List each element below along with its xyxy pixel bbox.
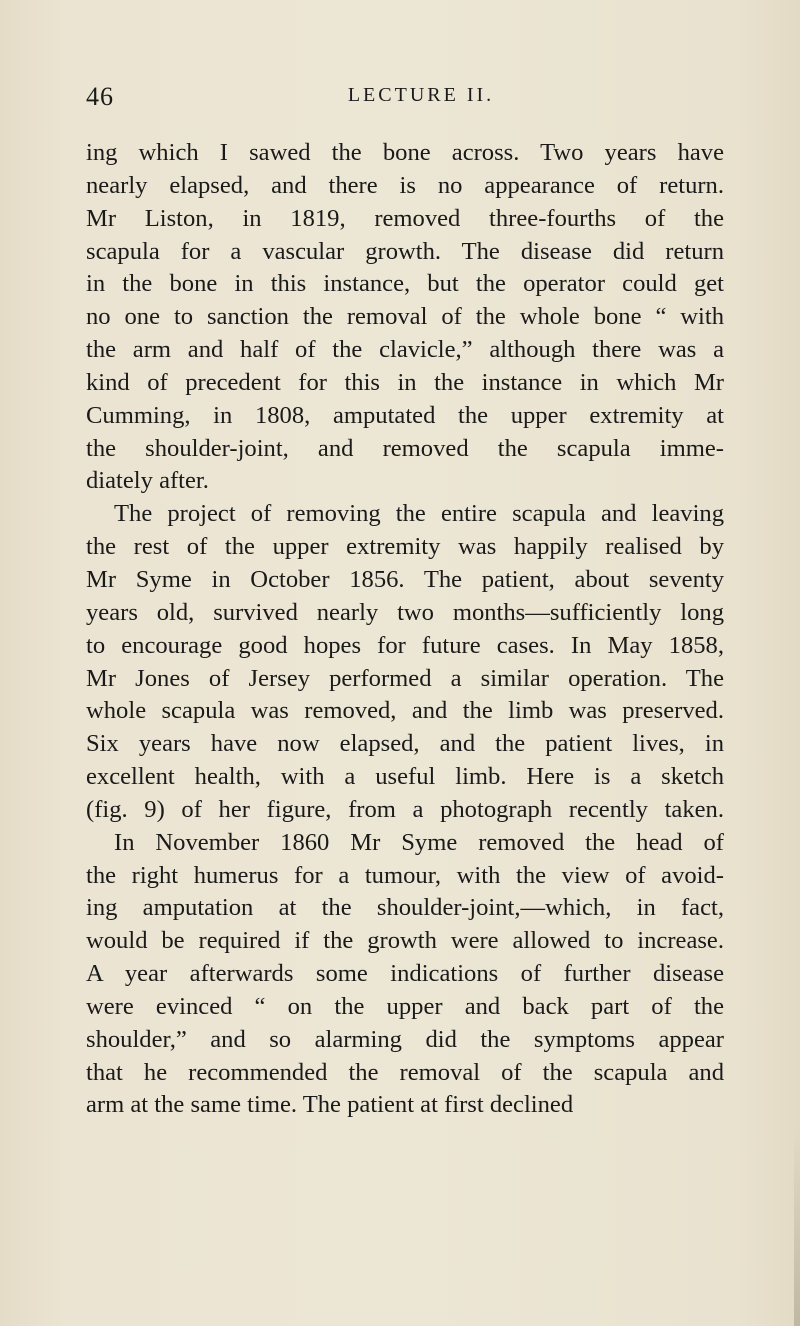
text-line: scapula for a vascular growth. The disease did return (86, 237, 724, 265)
text-line: years old, survived nearly two months—sufficiently long (86, 598, 724, 626)
text-line: kind of precedent for this in the instance in which Mr (86, 368, 724, 396)
text-line: shoulder,” and so alarming did the symptoms appear (86, 1025, 724, 1053)
text-line: that he recommended the removal of the scapula and (86, 1058, 724, 1086)
text-line: A year afterwards some indications of further disease (86, 960, 724, 988)
page-number: 46 (86, 82, 114, 111)
text-line: The project of removing the entire scapula and leaving (114, 500, 724, 528)
text-line: in the bone in this instance, but the operator could get (86, 270, 724, 298)
text-line: whole scapula was removed, and the limb was preserved. (86, 697, 724, 725)
text-line: were evinced “ on the upper and back part of the (86, 992, 724, 1020)
text-line: arm at the same time. The patient at first declined (86, 1091, 574, 1119)
body-text (86, 137, 724, 1122)
text-line: to encourage good hopes for future cases. In May 1858, (86, 631, 724, 659)
running-head: LECTURE II. (347, 84, 495, 106)
text-line: (fig. 9) of her figure, from a photograph recently taken. (86, 795, 724, 823)
page-edge-shadow (794, 1130, 800, 1326)
text-line: Mr Liston, in 1819, removed three-fourths of the (86, 204, 724, 232)
text-line: would be required if the growth were allowed to increase. (86, 927, 724, 955)
text-line: ing amputation at the shoulder-joint,—which, in fact, (86, 894, 724, 922)
text-line: In November 1860 Mr Syme removed the head of (114, 828, 724, 856)
text-line: the right humerus for a tumour, with the view of avoid- (86, 861, 724, 889)
text-line: no one to sanction the removal of the whole bone “ with (86, 303, 724, 331)
text-line: diately after. (86, 467, 209, 495)
text-line: ing which I sawed the bone across. Two years have (86, 139, 724, 166)
text-line: excellent health, with a useful limb. Here is a sketch (86, 763, 724, 791)
text-line: the rest of the upper extremity was happily realised by (86, 533, 724, 561)
text-line: Mr Syme in October 1856. The patient, about seventy (86, 565, 724, 593)
text-line: nearly elapsed, and there is no appearance of return. (86, 171, 724, 199)
text-line: the arm and half of the clavicle,” although there was a (86, 336, 724, 364)
text-line: Cumming, in 1808, amputated the upper extremity at (86, 401, 724, 429)
text-line: the shoulder-joint, and removed the scapula imme- (86, 434, 724, 462)
text-line: Mr Jones of Jersey performed a similar operation. The (86, 664, 724, 692)
text-line: Six years have now elapsed, and the patient lives, in (86, 730, 724, 758)
page-header (86, 82, 726, 116)
